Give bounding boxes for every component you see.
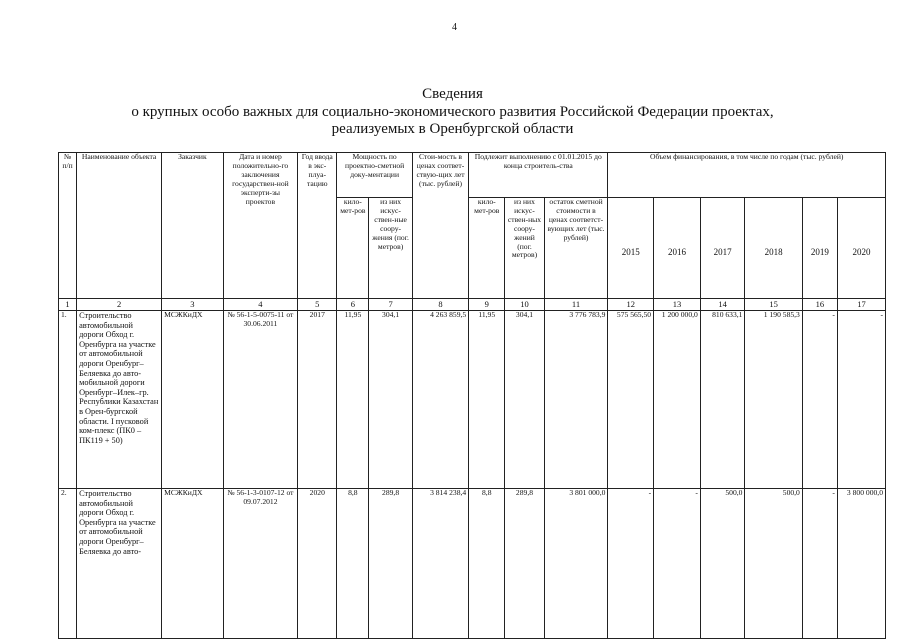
- row-km: 8,8: [337, 489, 369, 639]
- document-title: Сведения: [422, 86, 483, 102]
- page-number: 4: [452, 22, 457, 33]
- row-customer: МСЖКиДХ: [162, 489, 224, 639]
- row-cost: 3 814 238,4: [412, 489, 468, 639]
- row-cost: 4 263 859,5: [412, 311, 468, 489]
- row-expertise: № 56-1-3-0107-12 от 09.07.2012: [223, 489, 297, 639]
- row-object-name: Строительство автомобильной дороги Обход г. Оренбурга на участке от автомобильной дороги Оренбург–Беляевка до авто-мобильной дороги Оренбург–Илек–гр. Республики Казахстан в Орен-бургской области. I пусковой ком-плекс (ПК0 – ПК119 + 50): [77, 311, 162, 489]
- row-expertise: № 56-1-5-0075-11 от 30.06.2011: [223, 311, 297, 489]
- header-year-2019: 2019: [802, 198, 837, 299]
- table-row: [59, 489, 886, 639]
- row-funding-2015: -: [608, 489, 654, 639]
- row-object-name: Строительство автомобильной дороги Обход г. Оренбурга на участке от автомобильной дороги Оренбург–Беляевка до авто-: [77, 489, 162, 639]
- row-funding-2020: -: [837, 311, 885, 489]
- projects-table: [58, 152, 886, 639]
- column-number: 2: [77, 299, 162, 311]
- row-funding-2018: 1 190 585,3: [745, 311, 802, 489]
- column-number: 10: [505, 299, 544, 311]
- row-structures: 304,1: [369, 311, 413, 489]
- row-remaining-cost: 3 801 000,0: [544, 489, 608, 639]
- row-funding-2016: -: [654, 489, 701, 639]
- column-number: 17: [837, 299, 885, 311]
- column-number: 3: [162, 299, 224, 311]
- header-year-2016: 2016: [654, 198, 701, 299]
- row-funding-2019: -: [802, 311, 837, 489]
- column-number: 11: [544, 299, 608, 311]
- row-structures: 289,8: [369, 489, 413, 639]
- header-commission-year: Год ввода в экс-плуа-тацию: [298, 153, 337, 299]
- row-customer: МСЖКиДХ: [162, 311, 224, 489]
- row-funding-2016: 1 200 000,0: [654, 311, 701, 489]
- row-remaining-structures: 304,1: [505, 311, 544, 489]
- header-remaining-cost: остаток сметной стоимости в ценах соответст-вующих лет (тыс. рублей): [544, 198, 608, 299]
- row-num: 1.: [59, 311, 77, 489]
- row-funding-2015: 575 565,50: [608, 311, 654, 489]
- row-remaining-structures: 289,8: [505, 489, 544, 639]
- row-km: 11,95: [337, 311, 369, 489]
- column-number: 13: [654, 299, 701, 311]
- header-capacity-structures: из них искус-ствен-ные соору-жения (пог. метров): [369, 198, 413, 299]
- header-capacity-km: кило-мет-ров: [337, 198, 369, 299]
- row-num: 2.: [59, 489, 77, 639]
- document-subtitle-line-2: реализуемых в Оренбургской области: [331, 121, 574, 137]
- header-remaining-structures: из них искус-ствен-ных соору-жений (пог. метров): [505, 198, 544, 299]
- column-number: 16: [802, 299, 837, 311]
- column-number: 9: [469, 299, 505, 311]
- column-number: 6: [337, 299, 369, 311]
- table-row: [59, 311, 886, 489]
- column-number: 8: [412, 299, 468, 311]
- row-funding-2017: 810 633,1: [700, 311, 745, 489]
- row-commission-year: 2017: [298, 311, 337, 489]
- header-year-2018: 2018: [745, 198, 802, 299]
- document-subtitle-line-1: о крупных особо важных для социально-экономического развития Российской Федерации проектах,: [131, 104, 774, 120]
- header-expertise: Дата и номер положительно-го заключения государствен-ной эксперти-зы проектов: [223, 153, 297, 299]
- header-capacity: Мощность по проектно-сметной доку-ментации: [337, 153, 412, 198]
- header-name: Наименование объекта: [77, 153, 162, 299]
- header-remaining: Подлежит выполнению с 01.01.2015 до конца строитель-ства: [469, 153, 608, 198]
- row-funding-2019: -: [802, 489, 837, 639]
- row-remaining-cost: 3 776 783,9: [544, 311, 608, 489]
- header-funding: Объем финансирования, в том числе по годам (тыс. рублей): [608, 153, 886, 198]
- header-year-2017: 2017: [700, 198, 745, 299]
- row-funding-2020: 3 800 000,0: [837, 489, 885, 639]
- column-number: 7: [369, 299, 413, 311]
- header-num: № п/п: [59, 153, 77, 299]
- row-funding-2018: 500,0: [745, 489, 802, 639]
- column-number: 5: [298, 299, 337, 311]
- row-funding-2017: 500,0: [700, 489, 745, 639]
- column-number: 15: [745, 299, 802, 311]
- row-remaining-km: 11,95: [469, 311, 505, 489]
- column-number: 14: [700, 299, 745, 311]
- column-number: 12: [608, 299, 654, 311]
- header-customer: Заказчик: [162, 153, 224, 299]
- header-remaining-km: кило-мет-ров: [469, 198, 505, 299]
- header-year-2020: 2020: [837, 198, 885, 299]
- row-commission-year: 2020: [298, 489, 337, 639]
- column-number: 1: [59, 299, 77, 311]
- header-year-2015: 2015: [608, 198, 654, 299]
- column-number: 4: [223, 299, 297, 311]
- header-cost: Стои-мость в ценах соответ-ствую-щих лет (тыс. рублей): [412, 153, 468, 299]
- row-remaining-km: 8,8: [469, 489, 505, 639]
